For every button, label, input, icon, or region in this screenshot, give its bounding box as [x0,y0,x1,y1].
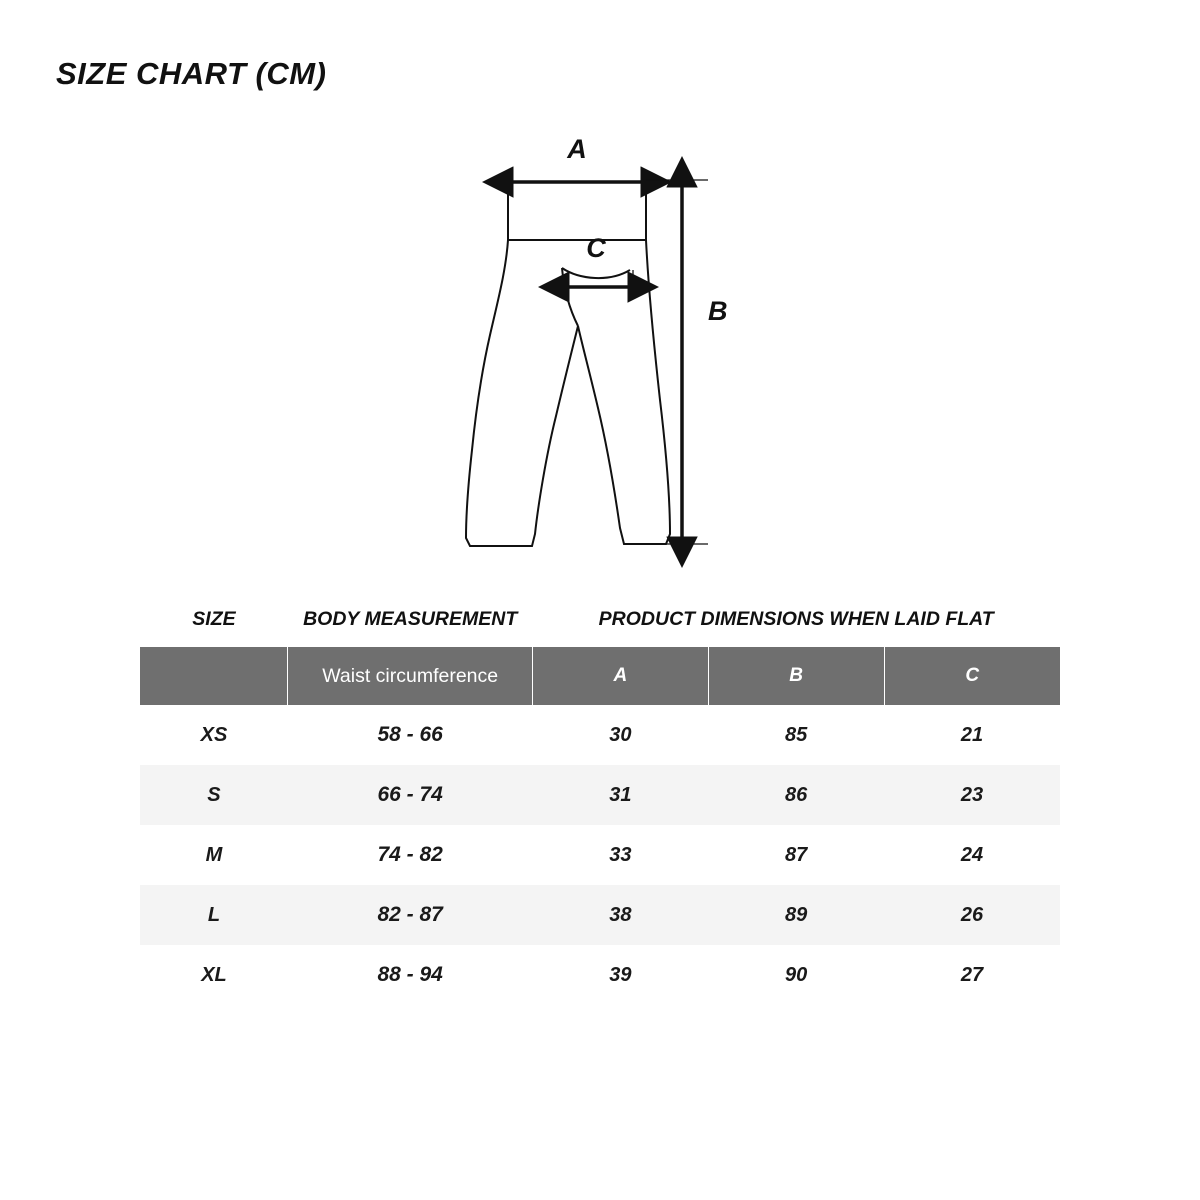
table-row [140,885,1060,945]
cell-b: 87 [708,825,884,885]
cell-size: M [140,825,288,885]
cell-a: 31 [532,765,708,825]
sub-header-waist: Waist circumference [288,647,532,705]
cell-size: S [140,765,288,825]
cell-waist: 58 - 66 [288,705,532,765]
table-row [140,825,1060,885]
cell-size: XS [140,705,288,765]
cell-a: 39 [532,945,708,1005]
group-header-body-measurement: BODY MEASUREMENT [288,608,532,647]
sub-header-size [140,647,288,705]
group-header-product-dimensions: PRODUCT DIMENSIONS WHEN LAID FLAT [532,608,1060,647]
cell-a: 38 [532,885,708,945]
table-row [140,705,1060,765]
sub-header-a: A [532,647,708,705]
pants-measurement-diagram [420,120,780,580]
cell-b: 86 [708,765,884,825]
cell-b: 89 [708,885,884,945]
cell-b: 85 [708,705,884,765]
cell-waist: 66 - 74 [288,765,532,825]
cell-waist: 74 - 82 [288,825,532,885]
sub-header-c: C [884,647,1060,705]
cell-a: 30 [532,705,708,765]
cell-size: XL [140,945,288,1005]
dimension-c-label: C [586,233,606,263]
size-table-wrapper [140,608,1060,1005]
diagram-svg [420,120,780,580]
cell-b: 90 [708,945,884,1005]
size-table-body [140,705,1060,1005]
cell-waist: 82 - 87 [288,885,532,945]
cell-c: 24 [884,825,1060,885]
sub-header-b: B [708,647,884,705]
page-title: SIZE CHART (CM) [56,56,327,91]
group-header-size: SIZE [140,608,288,647]
dimension-a-label: A [567,134,587,164]
table-row [140,765,1060,825]
cell-waist: 88 - 94 [288,945,532,1005]
size-table [140,608,1060,1005]
table-group-header-row [140,608,1060,647]
cell-c: 21 [884,705,1060,765]
cell-c: 27 [884,945,1060,1005]
cell-c: 23 [884,765,1060,825]
table-row [140,945,1060,1005]
pants-outline [466,182,670,546]
dimension-b-label: B [708,296,728,326]
table-sub-header-row [140,647,1060,705]
cell-c: 26 [884,885,1060,945]
cell-size: L [140,885,288,945]
cell-a: 33 [532,825,708,885]
